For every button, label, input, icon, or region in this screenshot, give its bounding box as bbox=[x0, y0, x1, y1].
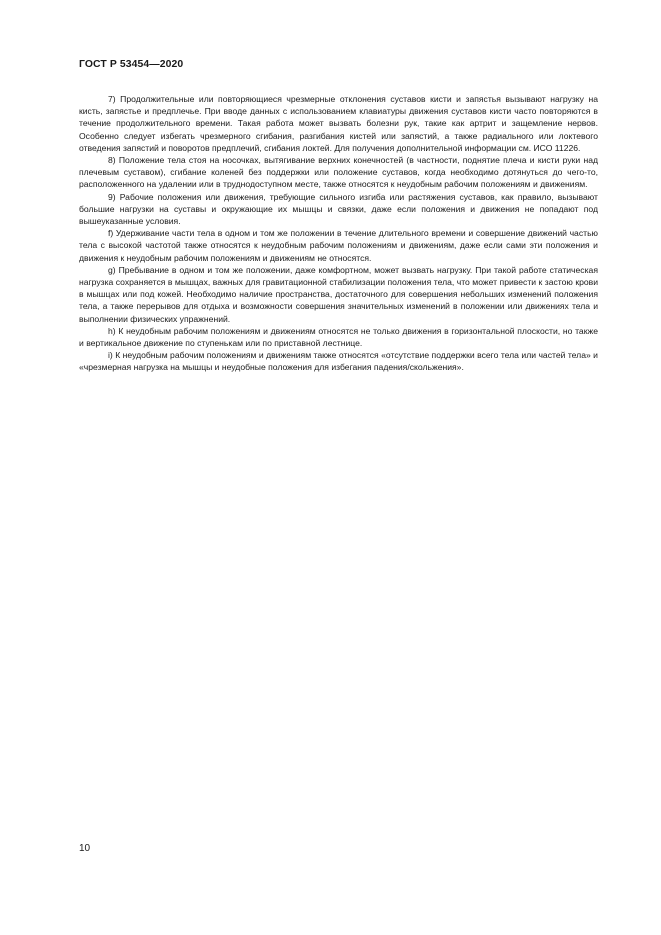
document-body bbox=[79, 93, 598, 374]
page-number: 10 bbox=[79, 843, 91, 854]
document-header: ГОСТ Р 53454—2020 bbox=[79, 59, 184, 70]
paragraph-item-9: 9) Рабочие положения или движения, требующие сильного изгиба или растяжения суставов, как правило, вызывают большие нагрузки на суставы и окружающие их мышцы и связки, даже если положения и движения не попадают под вышеуказанные условия. bbox=[79, 191, 598, 227]
paragraph-item-f: f) Удерживание части тела в одном и том же положении в течение длительного времени и совершение движений частью тела с высокой частотой также относятся к неудобным рабочим положениям и движениям, даже если сами эти положения и движения к неудобным рабочим положениям и движениям не относятся. bbox=[79, 228, 598, 263]
paragraph-item-h: h) К неудобным рабочим положениям и движениям относятся не только движения в горизонтальной плоскости, но также и вертикальное движение по ступенькам или по приставной лестнице. bbox=[79, 325, 598, 349]
paragraph-item-7: 7) Продолжительные или повторяющиеся чрезмерные отклонения суставов кисти и запястья вызывают нагрузку на кисть, запястье и предплечье. При вводе данных с использованием клавиатуры движения суставов кисти часто повторяются в течение продолжительного времени. Такая работа может вызвать болезни рук, такие как артрит и защемление нервов. Особенно следует избегать чрезмерного сгибания, разгибания кистей или запястий, а также радиального или локтевого отведения запястий и поворотов предплечий, сгибания локтей. Для получения дополнительной информации см. ИСО 11226. bbox=[79, 94, 598, 153]
paragraph-item-g: g) Пребывание в одном и том же положении, даже комфортном, может вызвать нагрузку. При такой работе статическая нагрузка сохраняется в мышцах, важных для гравитационной стабилизации положения тела, что может привести к застою крови в мышцах или под кожей. Необходимо наличие пространства, достаточного для совершения небольших изменений положения тела, а также перерывов для отдыха и возможности совершения значительных изменений в положении или движениях тела и выполнении физических упражнений. bbox=[79, 264, 598, 324]
paragraph-item-8: 8) Положение тела стоя на носочках, вытягивание верхних конечностей (в частности, поднятие плеча и кисти руки над плечевым суставом), сгибание коленей без поддержки или положение суставов, когда необходимо дотянуться до чего-то, расположенного на удалении или в труднодоступном месте, также относятся к неудобным рабочим положениям и движениям. bbox=[79, 155, 598, 190]
paragraph-item-i: i) К неудобным рабочим положениям и движениям также относятся «отсутствие поддержки всего тела или частей тела» и «чрезмерная нагрузка на мышцы и неудобные положения для избегания падения/скольжения». bbox=[79, 350, 598, 373]
